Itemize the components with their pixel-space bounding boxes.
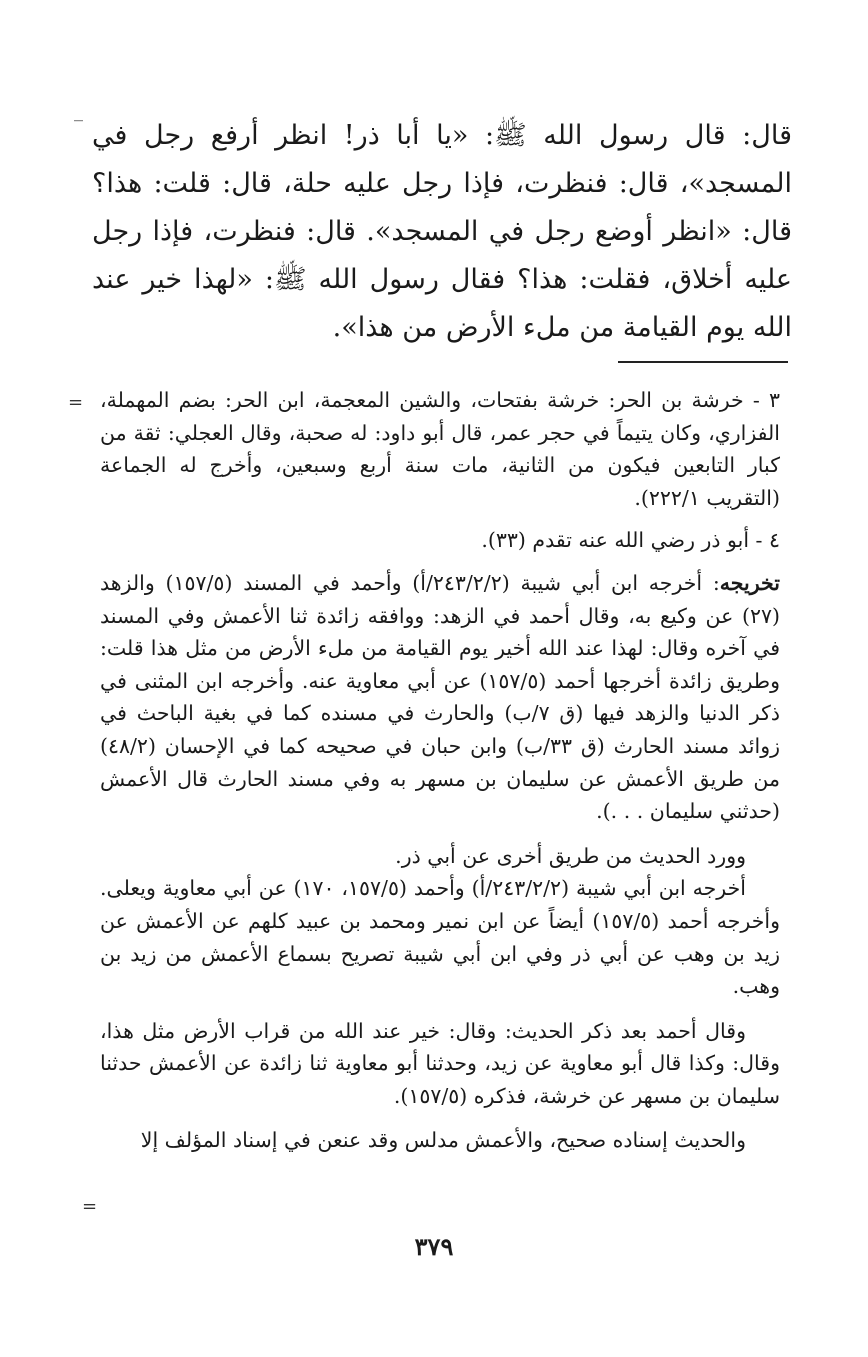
page-number: ٣٧٩ [414,1232,454,1261]
takhrij-text: : أخرجه ابن أبي شيبة (٢٤٣/٢/٢/أ) وأحمد في المسند (١٥٧/٥) والزهد (٢٧) عن وكيع به، وقال أحمد في الزهد: ووافقه زائدة ثنا الأعمش وفي المسند في آخره وقال: لهذا عند الله أخير يوم القيامة من ملء الأرض من مثل هذا قلت: وطريق زائدة أخرجها أحمد (١٥٧/٥) عن أبي معاوية عنه. وأخرجه ابن المثنى في ذكر الدنيا والزهد فيها (ق ٧/ب) والحارث في مسنده كما في بغية الباحث في زوائد مسند الحارث (ق ٣٣/ب) وابن حبان في صحيحه كما في الإحسان (٤٨/٢) من طريق الأعمش عن سليمان بن مسهر به وفي مسند الحارث قال الأعمش (حدثني سليمان . . .). [100,570,780,824]
footnote-separator [618,361,788,363]
takhrij-paragraph [100,567,780,828]
other-route-intro: وورد الحديث من طريق أخرى عن أبي ذر. [395,843,746,868]
footnote-3: ٣ - خرشة بن الحر: خرشة بفتحات، والشين المعجمة، ابن الحر: بضم المهملة، الفزاري، وكان يتيماً في حجر عمر، قال أبو داود: له صحبة، وقال العجلي: ثقة من كبار التابعين فيكون من الثانية، مات سنة أربع وسبعين، وأخرج له الجماعة (التقريب ٢٢٢/١). [100,388,780,510]
footnotes [100,384,780,1157]
takhrij-label: تخريجه [719,570,780,595]
main-hadith-text [92,112,792,352]
hadith-paragraph: قال: قال رسول الله ﷺ: «يا أبا ذر! انظر أرفع رجل في المسجد»، قال: فنظرت، فإذا رجل عليه حلة، قال: قلت: هذا؟ قال: «انظر أوضع رجل في المسجد». قال: فنظرت، فإذا رجل عليه أخلاق، فقلت: هذا؟ فقال رسول الله ﷺ: «لهذا خير عند الله يوم القيامة من ملء الأرض من هذا». [92,120,792,343]
continuation-mark-bottom: = [82,1196,98,1217]
continuation-mark-top: ‾ [74,118,83,139]
continuation-mark-notes: = [68,392,84,413]
other-route-detail: أخرجه ابن أبي شيبة (٢٤٣/٢/٢/أ) وأحمد (١٥٧/٥، ١٧٠) عن أبي معاوية ويعلى. وأخرجه أحمد (١٥٧/٥) أيضاً عن ابن نمير ومحمد بن عبيد كلهم عن الأعمش عن زيد بن وهب عن أبي ذر وفي ابن أبي شيبة تصريح بسماع الأعمش من زيد بن وهب. [100,876,780,999]
ahmad-comment: وقال أحمد بعد ذكر الحديث: وقال: خير عند الله من قراب الأرض مثل هذا، وقال: وكذا قال أبو معاوية عن زيد، وحدثنا أبو معاوية ثنا زائدة عن الأعمش حدثنا سليمان بن مسهر عن خرشة، فذكره (١٥٧/٥). [100,1018,780,1108]
verdict-paragraph: والحديث إسناده صحيح، والأعمش مدلس وقد عنعن في إسناد المؤلف إلا [140,1128,746,1153]
footnote-4: ٤ - أبو ذر رضي الله عنه تقدم (٣٣). [481,528,780,553]
